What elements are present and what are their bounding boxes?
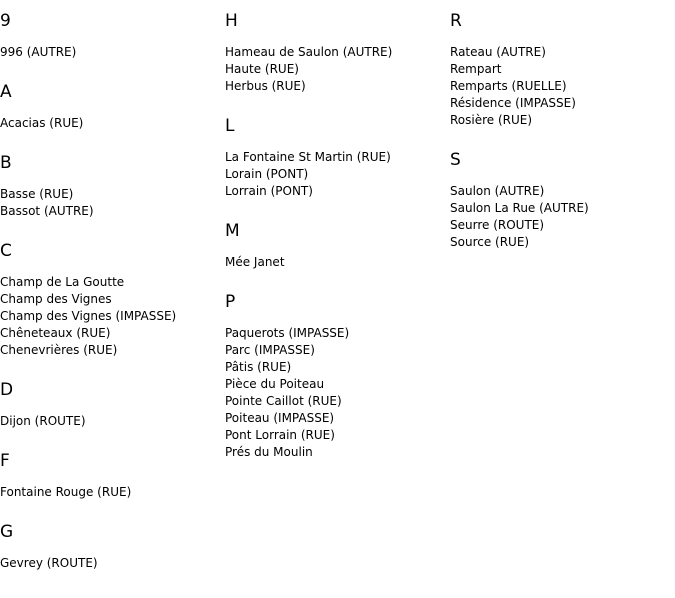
street-link[interactable]: Acacias (RUE) — [0, 116, 84, 130]
street-link[interactable]: Poiteau (IMPASSE) — [225, 411, 335, 425]
street-link[interactable]: Pointe Caillot (RUE) — [225, 394, 342, 408]
street-link[interactable]: Chenevrières (RUE) — [0, 343, 118, 357]
street-link[interactable]: Lorain (PONT) — [225, 167, 309, 181]
letter-heading: L — [225, 116, 235, 136]
street-link[interactable]: Fontaine Rouge (RUE) — [0, 485, 132, 499]
letter-group — [0, 10, 225, 61]
letter-heading: D — [0, 380, 14, 400]
street-link[interactable]: Seurre (ROUTE) — [450, 218, 545, 232]
letter-group — [225, 291, 450, 461]
street-link[interactable]: Rempart — [450, 62, 502, 76]
street-list — [225, 44, 450, 95]
street-list — [0, 274, 225, 359]
street-list — [225, 325, 450, 461]
letter-heading: G — [0, 522, 14, 542]
street-list — [0, 115, 225, 132]
index-column — [0, 10, 225, 592]
letter-group — [0, 379, 225, 430]
street-list — [450, 44, 675, 129]
street-link[interactable]: Champ des Vignes — [0, 292, 112, 306]
letter-group — [0, 450, 225, 501]
letter-group — [0, 521, 225, 572]
street-list — [225, 149, 450, 200]
street-link[interactable]: Bassot (AUTRE) — [0, 204, 94, 218]
street-link[interactable]: 996 (AUTRE) — [0, 45, 77, 59]
street-link[interactable]: Hameau de Saulon (AUTRE) — [225, 45, 393, 59]
street-list — [0, 44, 225, 61]
street-link[interactable]: Saulon La Rue (AUTRE) — [450, 201, 589, 215]
street-link[interactable]: Prés du Moulin — [225, 445, 313, 459]
street-list — [0, 555, 225, 572]
street-link[interactable]: La Fontaine St Martin (RUE) — [225, 150, 391, 164]
street-link[interactable]: Lorrain (PONT) — [225, 184, 313, 198]
letter-group — [450, 149, 675, 251]
street-link[interactable]: Paquerots (IMPASSE) — [225, 326, 350, 340]
letter-heading: S — [450, 150, 461, 170]
letter-group — [450, 10, 675, 129]
street-list — [0, 413, 225, 430]
street-link[interactable]: Pâtis (RUE) — [225, 360, 292, 374]
street-link[interactable]: Parc (IMPASSE) — [225, 343, 315, 357]
street-link[interactable]: Basse (RUE) — [0, 187, 74, 201]
letter-heading: H — [225, 11, 238, 31]
letter-heading: A — [0, 82, 12, 102]
letter-heading: M — [225, 221, 240, 241]
street-link[interactable]: Mée Janet — [225, 255, 285, 269]
street-link[interactable]: Chêneteaux (RUE) — [0, 326, 111, 340]
street-list — [225, 254, 450, 271]
letter-heading: R — [450, 11, 462, 31]
index-column — [225, 10, 450, 481]
index-column — [450, 10, 675, 271]
letter-group — [225, 220, 450, 271]
letter-group — [0, 81, 225, 132]
letter-heading: B — [0, 153, 12, 173]
street-link[interactable]: Résidence (IMPASSE) — [450, 96, 576, 110]
letter-heading: F — [0, 451, 10, 471]
letter-heading: 9 — [0, 11, 11, 31]
street-link[interactable]: Saulon (AUTRE) — [450, 184, 545, 198]
street-link[interactable]: Herbus (RUE) — [225, 79, 306, 93]
street-link[interactable]: Pont Lorrain (RUE) — [225, 428, 335, 442]
street-link[interactable]: Rosière (RUE) — [450, 113, 533, 127]
street-link[interactable]: Champ de La Goutte — [0, 275, 125, 289]
street-list — [0, 484, 225, 501]
street-list — [450, 183, 675, 251]
street-list — [0, 186, 225, 220]
letter-group — [0, 152, 225, 220]
street-link[interactable]: Rateau (AUTRE) — [450, 45, 546, 59]
street-link[interactable]: Gevrey (ROUTE) — [0, 556, 98, 570]
street-link[interactable]: Pièce du Poiteau — [225, 377, 325, 391]
street-link[interactable]: Source (RUE) — [450, 235, 530, 249]
letter-group — [0, 240, 225, 359]
street-link[interactable]: Remparts (RUELLE) — [450, 79, 567, 93]
letter-group — [225, 115, 450, 200]
street-link[interactable]: Haute (RUE) — [225, 62, 299, 76]
letter-heading: C — [0, 241, 12, 261]
street-link[interactable]: Dijon (ROUTE) — [0, 414, 86, 428]
letter-heading: P — [225, 292, 236, 312]
street-link[interactable]: Champ des Vignes (IMPASSE) — [0, 309, 177, 323]
letter-group — [225, 10, 450, 95]
